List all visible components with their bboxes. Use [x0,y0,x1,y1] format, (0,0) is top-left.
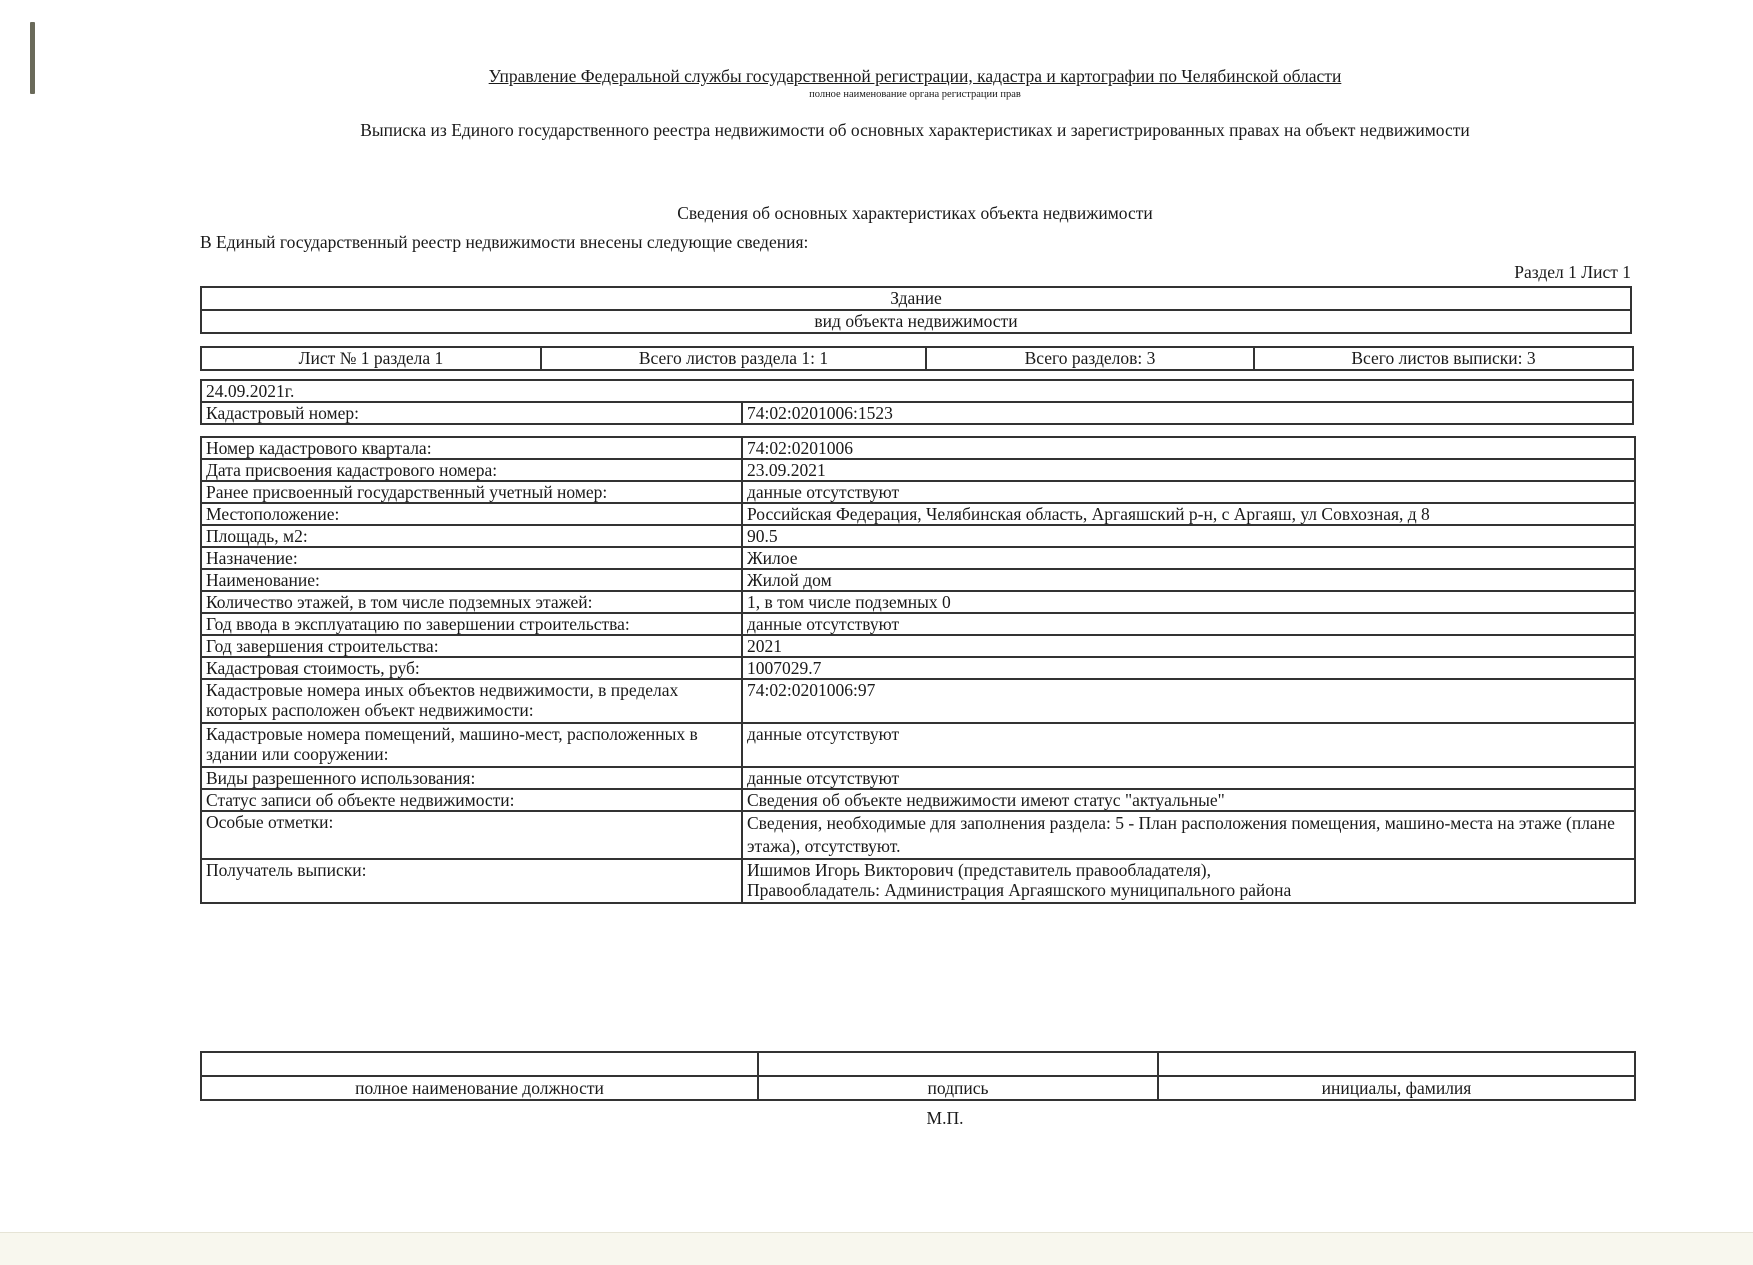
table-row [201,459,1635,481]
section-sheets-total: Всего листов раздела 1: 1 [541,347,926,370]
detail-label: Получатель выписки: [201,859,742,903]
detail-label: Назначение: [201,547,742,569]
detail-label: Кадастровые номера помещений, машино-мест, расположенных в здании или сооружении: [201,723,742,767]
table-row [201,613,1635,635]
detail-value: 1, в том числе подземных 0 [742,591,1635,613]
detail-value: 1007029.7 [742,657,1635,679]
table-row [201,859,1635,903]
detail-label: Количество этажей, в том числе подземных этажей: [201,591,742,613]
detail-value: Российская Федерация, Челябинская область, Аргаяшский р-н, с Аргаяш, ул Совхозная, д 8 [742,503,1635,525]
cadastral-number-label: Кадастровый номер: [201,402,742,424]
detail-value: данные отсутствуют [742,723,1635,767]
detail-label: Наименование: [201,569,742,591]
name-field [1158,1052,1635,1076]
detail-value: Сведения, необходимые для заполнения раздела: 5 - План расположения помещения, машино-места на этаже (плане этажа), отсутствуют. [742,811,1635,859]
table-row [201,635,1635,657]
detail-value [742,859,1635,903]
position-field [201,1052,758,1076]
detail-value: 74:02:0201006 [742,437,1635,459]
organization-name: Управление Федеральной службы государственной регистрации, кадастра и картографии по Челябинской области [488,66,1342,86]
table-row [201,525,1635,547]
organization-caption: полное наименование органа регистрации прав [809,89,1021,100]
object-type-value: Здание [201,287,1631,310]
name-caption: инициалы, фамилия [1158,1076,1635,1100]
detail-label: Местоположение: [201,503,742,525]
right-holder-line: Правообладатель: Администрация Аргаяшского муниципального района [747,880,1292,900]
scan-bottom-edge [0,1232,1753,1265]
cadastral-number-value: 74:02:0201006:1523 [742,402,1633,424]
document-title: Выписка из Единого государственного реестра недвижимости об основных характеристиках и зарегистрированных правах на объект недвижимости [360,120,1470,140]
sheet-reference: Раздел 1 Лист 1 [1514,262,1631,282]
object-type-table [200,286,1632,334]
detail-value: данные отсутствуют [742,767,1635,789]
section-title: Сведения об основных характеристиках объекта недвижимости [677,203,1153,223]
cadastral-number-table [200,379,1634,425]
detail-value: данные отсутствуют [742,613,1635,635]
table-row [201,679,1635,723]
detail-label: Площадь, м2: [201,525,742,547]
signature-table [200,1051,1636,1101]
position-caption: полное наименование должности [201,1076,758,1100]
table-row [201,657,1635,679]
sheet-info-table [200,346,1634,371]
object-type-caption: вид объекта недвижимости [201,310,1631,333]
detail-label: Год ввода в эксплуатацию по завершении строительства: [201,613,742,635]
extract-sheets-total: Всего листов выписки: 3 [1254,347,1633,370]
table-row [201,789,1635,811]
detail-value: Жилое [742,547,1635,569]
detail-label: Особые отметки: [201,811,742,859]
detail-value: Сведения об объекте недвижимости имеют статус "актуальные" [742,789,1635,811]
table-row [201,481,1635,503]
sections-total: Всего разделов: 3 [926,347,1254,370]
table-row [201,547,1635,569]
table-row [201,591,1635,613]
detail-value: 74:02:0201006:97 [742,679,1635,723]
detail-label: Кадастровая стоимость, руб: [201,657,742,679]
stamp-mark: М.П. [926,1108,964,1128]
table-row [201,503,1635,525]
detail-label: Номер кадастрового квартала: [201,437,742,459]
detail-value: 90.5 [742,525,1635,547]
signature-caption: подпись [758,1076,1158,1100]
detail-value: данные отсутствуют [742,481,1635,503]
detail-label: Ранее присвоенный государственный учетный номер: [201,481,742,503]
recipient-line: Ишимов Игорь Викторович (представитель правообладателя), [747,860,1211,880]
detail-label: Кадастровые номера иных объектов недвижимости, в пределах которых расположен объект недвижимости: [201,679,742,723]
detail-label: Год завершения строительства: [201,635,742,657]
table-row [201,723,1635,767]
table-row [201,811,1635,859]
detail-label: Статус записи об объекте недвижимости: [201,789,742,811]
details-table [200,436,1636,904]
signature-field [758,1052,1158,1076]
section-intro: В Единый государственный реестр недвижимости внесены следующие сведения: [200,232,809,252]
detail-value: 2021 [742,635,1635,657]
extract-date: 24.09.2021г. [201,380,1633,402]
table-row [201,437,1635,459]
table-row [201,767,1635,789]
detail-value: Жилой дом [742,569,1635,591]
detail-value: 23.09.2021 [742,459,1635,481]
sheet-number: Лист № 1 раздела 1 [201,347,541,370]
detail-label: Дата присвоения кадастрового номера: [201,459,742,481]
detail-label: Виды разрешенного использования: [201,767,742,789]
table-row [201,569,1635,591]
